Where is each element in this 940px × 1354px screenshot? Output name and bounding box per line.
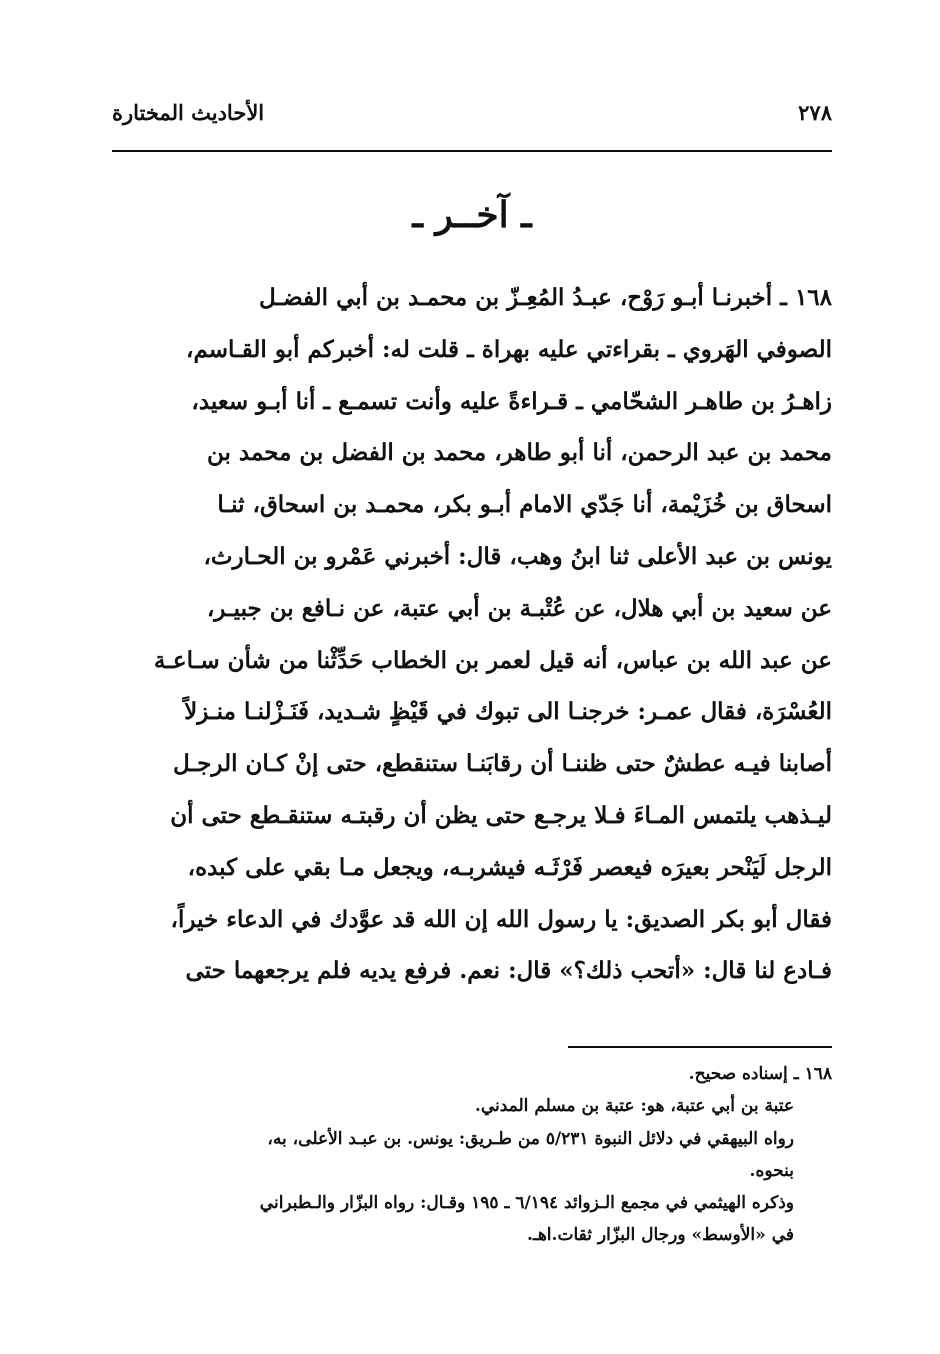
footnote-divider	[568, 1046, 832, 1048]
page-number: ٢٧٨	[798, 100, 832, 125]
footnote-line: رواه البيهقي في دلائل النبوة ٥/٢٣١ من طـريق: يونس. بن عبـد الأعلى، به،	[267, 1128, 794, 1149]
body-line: ١٦٨ ـ أخبرنـا أبـو رَوْح، عبـدُ المُعِـزّ بن محمـد بن أبي الفضـل	[258, 284, 832, 311]
body-line: عن سعيد بن أبي هلال، عن عُتْبـة بن أبي عتبة، عن نـافع بن جبيـر،	[206, 594, 832, 622]
body-line: فـادع لنا قال: «أتحب ذلك؟» قال: نعم. فرفع يديه فلم يرجعهما حتى	[185, 957, 832, 985]
body-line: أصابنا فيـه عطشٌ حتى ظننـا أن رقابَنـا ستنقطع، حتى إنْ كـان الرجـل	[173, 750, 832, 778]
body-line: يونس بن عبد الأعلى ثنا ابنُ وهب، قال: أخبرني عَمْرو بن الحـارث،	[203, 542, 832, 570]
body-line: الرجل لَيَنْحر بعيرَه فيعصر فَرْثَـه فيشربـه، ويجعل مـا بقي على كبده،	[187, 853, 832, 881]
book-title: الأحاديث المختارة	[112, 100, 265, 125]
footnotes	[112, 1058, 832, 1252]
body-line: اسحاق بن خُزَيْمة، أنا جَدّي الامام أبـو بكر، محمـد بن اسحاق، ثنـا	[217, 491, 832, 519]
footnote-line: بنحوه.	[749, 1160, 794, 1181]
footnote-line: وذكره الهيثمي في مجمع الـزوائد ٦/١٩٤ ـ ١٩٥ وقـال: رواه البزّار والـطبراني	[259, 1193, 794, 1214]
body-line: ليـذهب يلتمس المـاءَ فـلا يرجـع حتى يظن أن رقبتـه ستنقـطع حتى أن	[170, 801, 832, 829]
header-divider	[112, 150, 832, 152]
body-line: الصوفي الهَروي ـ بقراءتي عليه بهراة ـ قلت له: أخبركم أبو القـاسم،	[186, 335, 832, 363]
body-line: العُسْرَة، فقال عمـر: خرجنـا الى تبوك في قَيْظٍ شـديد، فَنَـزْلنـا منـزلاً	[184, 698, 832, 726]
page-header	[112, 100, 832, 140]
body-line: محمد بن عبد الرحمن، أنا أبو طاهر، محمد بن الفضل بن محمد بن	[206, 439, 832, 467]
body-line: زاهـرُ بن طاهـر الشحّامي ـ قـراءةً عليه وأنت تسمـع ـ أنا أبـو سعيد،	[191, 387, 832, 415]
body-line: فقال أبو بكر الصديق: يا رسول الله إن الله قد عوَّدك في الدعاء خيراً،	[170, 905, 832, 933]
hadith-body	[112, 272, 832, 997]
footnote-line: في «الأوسط» ورجال البزّار ثقات.اهـ.	[526, 1225, 794, 1246]
body-line: عن عبد الله بن عباس، أنه قيل لعمر بن الخطاب حَدِّثْنا من شأن سـاعـة	[153, 646, 832, 674]
section-title: ـ آخــر ـ	[412, 194, 532, 236]
footnote-line: عتبة بن أبي عتبة، هو: عتبة بن مسلم المدني.	[474, 1096, 794, 1117]
footnote-line: ١٦٨ ـ إسناده صحيح.	[688, 1064, 832, 1084]
